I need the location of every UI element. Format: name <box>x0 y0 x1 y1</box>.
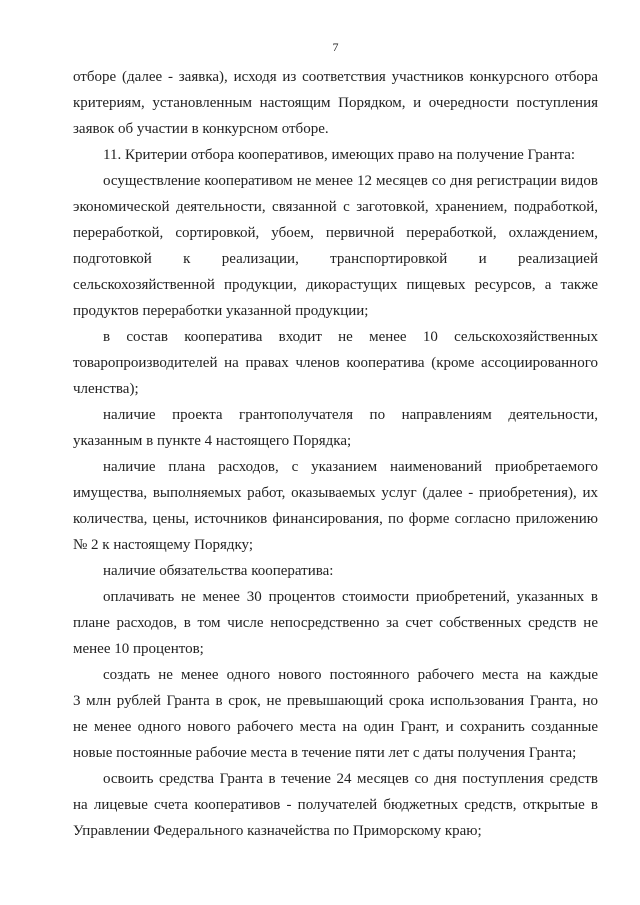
criterion-expense-plan <box>73 454 598 558</box>
text-line: 3 млн рублей Гранта в срок, не превышающий срока использования Гранта, но <box>73 693 598 709</box>
obligation-grant-use <box>73 766 598 844</box>
text-line: экономической деятельности, связанной с заготовкой, хранением, подработкой, <box>73 199 598 215</box>
text-line: наличие проекта грантополучателя по направлениям деятельности, <box>103 407 598 423</box>
text-line: новые постоянные рабочие места в течение пяти лет с даты получения Гранта; <box>73 745 577 761</box>
paragraph-continuation <box>73 64 598 142</box>
text-line: осуществление кооперативом не менее 12 месяцев со дня регистрации видов <box>103 173 598 189</box>
criterion-members <box>73 324 598 402</box>
text-line: наличие плана расходов, с указанием наименований приобретаемого <box>103 459 598 475</box>
text-line: создать не менее одного нового постоянного рабочего места на каждые <box>103 667 598 683</box>
text-line: освоить средства Гранта в течение 24 месяцев со дня поступления средств <box>103 771 598 787</box>
criterion-project <box>73 402 598 454</box>
text-line: отборе (далее - заявка), исходя из соответствия участников конкурсного отбора <box>73 69 598 85</box>
text-line: № 2 к настоящему Порядку; <box>73 537 254 553</box>
text-line: на лицевые счета кооперативов - получателей бюджетных средств, открытые в <box>73 797 598 813</box>
text-line: имущества, выполняемых работ, оказываемых услуг (далее - приобретения), их <box>73 485 598 501</box>
text-line: продуктов переработки указанной продукции; <box>73 303 369 319</box>
text-line: менее 10 процентов; <box>73 641 204 657</box>
text-line: сельскохозяйственной продукции, дикорастущих пищевых ресурсов, а также <box>73 277 598 293</box>
text-line: плане расходов, в том числе непосредственно за счет собственных средств не <box>73 615 598 631</box>
text-line: оплачивать не менее 30 процентов стоимости приобретений, указанных в <box>103 589 598 605</box>
page-number: 7 <box>332 40 339 54</box>
text-line: подготовкой к реализации, транспортировкой и реализацией <box>73 251 598 267</box>
text-line: Управлении Федерального казначейства по Приморскому краю; <box>73 823 482 839</box>
text-line: не менее одного нового рабочего места на один Грант, и сохранить созданные <box>73 719 598 735</box>
text-line: членства); <box>73 381 139 397</box>
text-line: в состав кооператива входит не менее 10 сельскохозяйственных <box>103 329 598 345</box>
section-11-heading <box>73 142 598 168</box>
text-body <box>73 64 598 844</box>
criterion-obligations-intro <box>73 558 598 584</box>
text-line: 11. Критерии отбора кооперативов, имеющих право на получение Гранта: <box>103 147 576 163</box>
text-line: заявок об участии в конкурсном отборе. <box>73 121 329 137</box>
text-line: указанным в пункте 4 настоящего Порядка; <box>73 433 352 449</box>
obligation-jobs <box>73 662 598 766</box>
text-line: критериям, установленным настоящим Порядком, и очередности поступления <box>73 95 598 111</box>
criterion-activity-duration <box>73 168 598 324</box>
text-line: количества, цены, источников финансирования, по форме согласно приложению <box>73 511 598 527</box>
text-line: переработкой, сортировкой, убоем, первичной переработкой, охлаждением, <box>73 225 598 241</box>
text-line: товаропроизводителей на правах членов кооператива (кроме ассоциированного <box>73 355 598 371</box>
text-line: наличие обязательства кооператива: <box>103 563 334 579</box>
obligation-payment <box>73 584 598 662</box>
